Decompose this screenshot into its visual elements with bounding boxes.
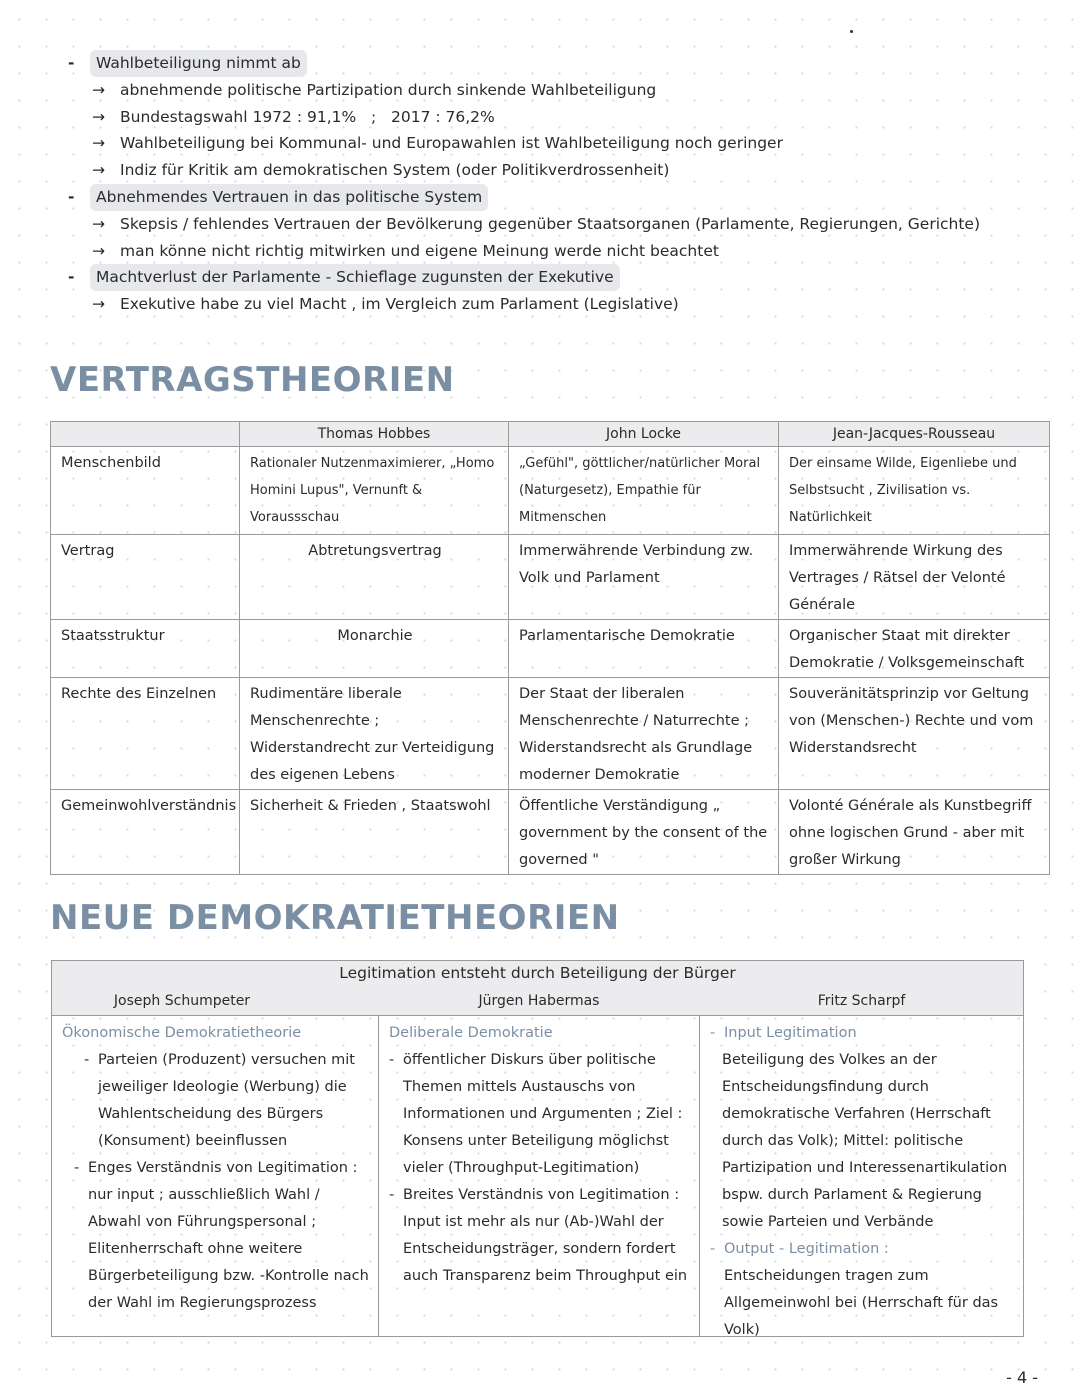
name-habermas: Jürgen Habermas — [478, 993, 600, 1009]
stray-dot — [850, 30, 853, 33]
demokratietheorien-table — [51, 960, 1024, 1337]
list-item: - Enges Verständnis von Legitimation : nur input ; ausschließlich Wahl / Abwahl von Führungspersonal ; Elitenherrschaft ohne weitere Bürgerbeteiligung bzw. -Kontrolle nach der Wahl im Regierungsprozess — [74, 1160, 369, 1311]
cell-locke: „Gefühl", göttlicher/natürlicher Moral (Naturgesetz), Empathie für Mitmenschen — [509, 447, 779, 535]
cell-locke: Öffentliche Verständigung „ government by the consent of the governed " — [509, 790, 779, 875]
vertragstheorien-table — [50, 421, 1050, 875]
header-locke: John Locke — [509, 422, 779, 447]
name-scharpf: Fritz Scharpf — [817, 993, 906, 1009]
cell-rousseau: Souveränitätsprinzip vor Geltung von (Menschen-) Rechte und vom Widerstandsrecht — [779, 678, 1050, 790]
arrow-right-icon: → — [92, 241, 105, 260]
cell-hobbes: Abtretungsvertrag — [240, 535, 509, 620]
bullet-2: - Abnehmendes Vertrauen in das politische System — [68, 184, 1058, 211]
cell-hobbes: Sicherheit & Frieden , Staatswohl — [240, 790, 509, 875]
bullet-1: - Wahlbeteiligung nimmt ab — [68, 50, 1058, 77]
cell-locke: Parlamentarische Demokratie — [509, 620, 779, 678]
cell-locke: Immerwährende Verbindung zw. Volk und Parlament — [509, 535, 779, 620]
header-hobbes: Thomas Hobbes — [240, 422, 509, 447]
bullet-2-sub-1: → Skepsis / fehlendes Vertrauen der Bevölkerung gegenüber Staatsorganen (Parlamente, Regierungen, Gerichte) — [68, 211, 1058, 238]
table-row — [51, 535, 1050, 620]
arrow-right-icon: → — [92, 80, 105, 99]
cell-rousseau: Organischer Staat mit direkter Demokratie / Volksgemeinschaft — [779, 620, 1050, 678]
nd-banner: Legitimation entsteht durch Beteiligung der Bürger — [339, 964, 736, 982]
cell-hobbes: Rudimentäre liberale Menschenrechte ; Widerstandrecht zur Verteidigung des eigenen Lebens — [240, 678, 509, 790]
bullet-3-text: Machtverlust der Parlamente - Schieflage zugunsten der Exekutive — [90, 264, 620, 291]
table-row — [51, 620, 1050, 678]
bullet-2-text: Abnehmendes Vertrauen in das politische System — [90, 184, 488, 211]
scharpf-output-text: Entscheidungen tragen zum Allgemeinwohl bei (Herrschaft für das Volk) — [724, 1268, 999, 1338]
list-item: - Parteien (Produzent) versuchen mit jeweiliger Ideologie (Werbung) die Wahlentscheidung des Bürgers (Konsument) beeinflussen — [84, 1052, 355, 1149]
arrow-right-icon: → — [92, 134, 105, 153]
table-row — [51, 678, 1050, 790]
page-number: - 4 - — [1006, 1368, 1038, 1387]
section-title-vertragstheorien: VERTRAGSTHEORIEN — [50, 360, 455, 400]
subhead-habermas: Deliberale Demokratie — [389, 1025, 553, 1041]
arrow-right-icon: → — [92, 295, 105, 314]
row-label: Vertrag — [51, 535, 240, 620]
bullet-3-sub-1: → Exekutive habe zu viel Macht , im Vergleich zum Parlament (Legislative) — [68, 291, 1058, 318]
list-item: - Breites Verständnis von Legitimation : Input ist mehr als nur (Ab-)Wahl der Entscheidungsträger, sondern fordert auch Transparenz beim Throughput ein — [389, 1187, 688, 1284]
row-label: Menschenbild — [51, 447, 240, 535]
row-label: Staatsstruktur — [51, 620, 240, 678]
bullet-2-sub-2: → man könne nicht richtig mitwirken und eigene Meinung werde nicht beachtet — [68, 238, 1058, 265]
nd-body — [52, 1016, 1023, 1336]
subhead-schumpeter: Ökonomische Demokratietheorie — [62, 1025, 302, 1041]
cell-locke: Der Staat der liberalen Menschenrechte / Naturrechte ; Widerstandsrecht als Grundlage moderner Demokratie — [509, 678, 779, 790]
row-label: Gemeinwohlverständnis — [51, 790, 240, 875]
col-schumpeter — [52, 1016, 379, 1336]
cell-rousseau: Immerwährende Wirkung des Vertrages / Rätsel der Velonté Générale — [779, 535, 1050, 620]
bullet-1-sub-4: → Indiz für Kritik am demokratischen System (oder Politikverdrossenheit) — [68, 157, 1058, 184]
bullet-1-sub-2: → Bundestagswahl 1972 : 91,1% ; 2017 : 76,2% — [68, 104, 1058, 131]
cell-rousseau: Der einsame Wilde, Eigenliebe und Selbstsucht , Zivilisation vs. Natürlichkeit — [779, 447, 1050, 535]
cell-rousseau: Volonté Générale als Kunstbegriff ohne logischen Grund - aber mit großer Wirkung — [779, 790, 1050, 875]
arrow-right-icon: → — [92, 214, 105, 233]
bullet-1-sub-1: → abnehmende politische Partizipation durch sinkende Wahlbeteiligung — [68, 77, 1058, 104]
section-title-demokratietheorien: NEUE DEMOKRATIETHEORIEN — [50, 898, 620, 938]
name-schumpeter: Joseph Schumpeter — [113, 993, 251, 1009]
header-rousseau: Jean-Jacques-Rousseau — [779, 422, 1050, 447]
bullet-1-text: Wahlbeteiligung nimmt ab — [90, 50, 307, 77]
intro-bullets — [68, 50, 1058, 318]
list-item: - Output - Legitimation : — [710, 1241, 889, 1257]
table-header-row — [51, 422, 1050, 447]
bullet-3: - Machtverlust der Parlamente - Schieflage zugunsten der Exekutive — [68, 264, 1058, 291]
cell-hobbes: Monarchie — [240, 620, 509, 678]
header-empty — [51, 422, 240, 447]
table-row — [51, 447, 1050, 535]
bullet-1-sub-3: → Wahlbeteiligung bei Kommunal- und Europawahlen ist Wahlbeteiligung noch geringer — [68, 130, 1058, 157]
scharpf-input-text: Beteiligung des Volkes an der Entscheidungsfindung durch demokratische Verfahren (Herrschaft durch das Volk); Mittel: politische Partizipation und Interessenartikulation bspw. durch Parlament & Regierung sowie Parteien und Verbände — [722, 1052, 1008, 1230]
arrow-right-icon: → — [92, 161, 105, 180]
nd-header — [52, 961, 1023, 1016]
cell-hobbes: Rationaler Nutzenmaximierer, „Homo Homini Lupus", Vernunft & Voraussschau — [240, 447, 509, 535]
arrow-right-icon: → — [92, 107, 105, 126]
row-label: Rechte des Einzelnen — [51, 678, 240, 790]
col-habermas — [379, 1016, 700, 1336]
list-item: - Input Legitimation — [710, 1025, 857, 1041]
table-row — [51, 790, 1050, 875]
col-scharpf — [700, 1016, 1023, 1336]
list-item: - öffentlicher Diskurs über politische Themen mittels Austauschs von Informationen und Argumenten ; Ziel : Konsens unter Beteiligung möglichst vieler (Throughput-Legitimation) — [389, 1052, 683, 1176]
